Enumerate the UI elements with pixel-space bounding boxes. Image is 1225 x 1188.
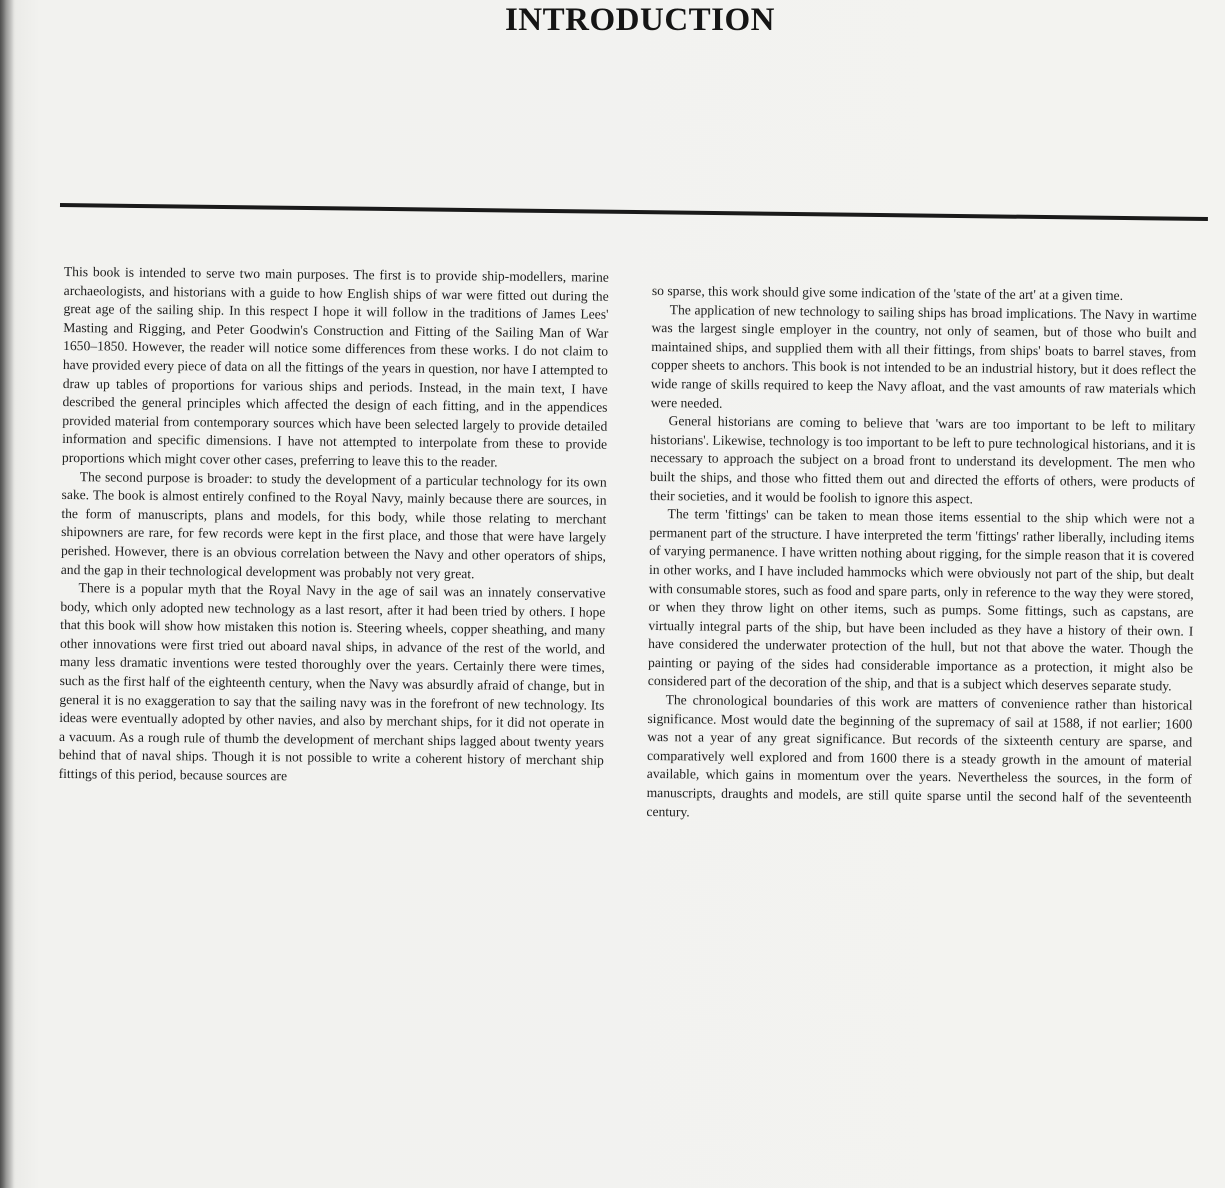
binding-gutter-shadow (0, 0, 14, 1188)
left-paragraph-2: The second purpose is broader: to study the development of a particular technology for its own sake. The book is almost entirely confined to the Royal Navy, mainly because there are sources, in the form of manuscripts, plans and models, for this body, while those relating to merchant shipowners are rare, for few records were kept in the first place, and those that were have largely perished. However, there is an obvious correlation between the Navy and other operators of ships, and the gap in their technological development was probably not very great. (60, 468, 607, 581)
right-paragraph-2: The application of new technology to sailing ships has broad implications. The Navy in wartime was the largest single employer in the country, not only of seamen, but of those who built and maintained ships, and supplied them with all their fittings, from ships' boats to barrel staves, from copper sheets to anchors. This book is not intended to be an industrial history, but it does reflect the wide range of skills required to keep the Navy afloat, and the vast amounts of raw materials which were needed. (650, 301, 1197, 411)
right-column (646, 282, 1197, 827)
right-paragraph-1: so sparse, this work should give some indication of the 'state of the art' at a given time. (651, 282, 1124, 303)
right-paragraph-3: General historians are coming to believe that 'wars are too important to be left to military historians'. Likewise, technology is too important to be left to pure technological historians, and it is necessary to approach the subject on a broad front to understand its development. The men who built the ships, and those who fitted them out and directed the efforts of others, were products of their societies, and it would be foolish to ignore this aspect. (649, 413, 1196, 506)
left-column (59, 263, 609, 789)
page-title: INTRODUCTION (504, 2, 776, 38)
right-paragraph-4: The term 'fittings' can be taken to mean those items essential to the ship which were not a permanent part of the structure. I have interpreted the term 'fittings' rather liberally, including items of varying permanence. I have written nothing about rigging, for the simple reason that it is covered in other works, and I have included hammocks which were obviously not part of the ship, but dealt with consumable stores, such as food and spare parts, only in reference to the way they were stored, or when they throw light on other items, such as pumps. Some fittings, such as capstans, are virtually integral parts of the ship, but have been included as they have a history of their own. I have considered the underwater protection of the hull, but not that above the water. Though the painting or paying of the sides had considerable importance as a protection, it might also be considered part of the decoration of the ship, and that is a subject which deserves separate study. (647, 506, 1195, 694)
right-paragraph-5: The chronological boundaries of this work are matters of convenience rather than historical significance. Most would date the beginning of the supremacy of sail at 1588, if not earlier; 1600 was not a year of any great significance. But records of the sixteenth century are sparse, and comparatively well explored and from 1600 there is a steady growth in the amount of material available, which gains in momentum over the years. Nevertheless the sources, in the form of manuscripts, draughts and models, are still quite sparse until the second half of the seventeenth century. (646, 692, 1193, 820)
title-rule (60, 203, 1208, 221)
left-paragraph-3: There is a popular myth that the Royal Navy in the age of sail was an innately conservative body, which only adopted new technology as a last resort, after it had been tried by others. I hope that this book will show how mistaken this notion is. Steering wheels, copper sheathing, and many other innovations were first tried out aboard naval ships, in advance of the rest of the world, and many less dramatic inventions were tested thoroughly over the years. Certainly there were times, such as the first half of the eighteenth century, when the Navy was absurdly afraid of change, but in general it is no exaggeration to say that the sailing navy was in the forefront of new technology. Its ideas were eventually adopted by other navies, and also by merchant ships, for it did not operate in a vacuum. As a rough rule of thumb the development of merchant ships lagged about twenty years behind that of naval ships. Though it is not possible to write a coherent history of merchant ship fittings of this period, because sources are (58, 580, 606, 784)
left-paragraph-1: This book is intended to serve two main purposes. The first is to provide ship-modellers, marine archaeologists, and historians with a guide to how English ships of war were fitted out during the great age of the sailing ship. In this respect I hope it will follow in the traditions of James Lees' Masting and Rigging, and Peter Goodwin's Construction and Fitting of the Sailing Man of War 1650–1850. However, the reader will notice some differences from these works. I do not claim to have provided every piece of data on all the fittings of the years in question, nor have I attempted to draw up tables of proportions for various ships and periods. Instead, in the main text, I have described the general principles which affected the design of each fitting, and in the appendices provided material from contemporary sources which have been selected largely to provide detailed information and specific dimensions. I have not attempted to interpolate from these to provide proportions which might cover other cases, preferring to leave this to the reader. (61, 263, 609, 470)
